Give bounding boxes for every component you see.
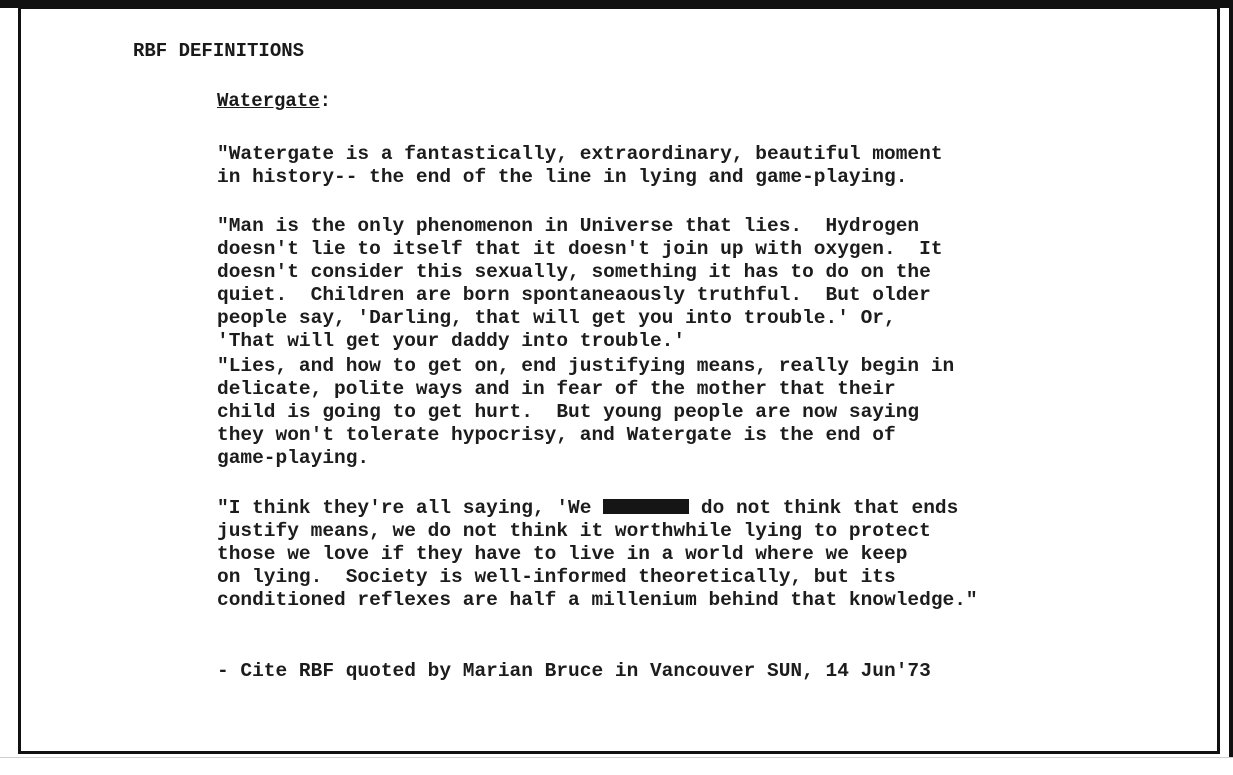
bottom-margin	[0, 757, 1233, 775]
term-heading	[217, 90, 331, 112]
quote-paragraph-1: "Watergate is a fantastically, extraordinary, beautiful moment in history-- the end of the line in lying and game-playing.	[217, 143, 943, 188]
term-title: Watergate	[217, 90, 320, 112]
citation: - Cite RBF quoted by Marian Bruce in Vancouver SUN, 14 Jun'73	[217, 660, 931, 682]
term-suffix: :	[319, 90, 332, 112]
quote-paragraph-4-rest: do not think that ends justify means, we do not think it worthwhile lying to protect those we love if they have to live in a world where we keep on lying. Society is well-informed theoretically, but its conditioned reflexes are half a millenium behind that knowledge."	[217, 497, 978, 611]
redaction-mark	[603, 499, 689, 514]
quote-paragraph-4-start: "I think they're all saying, 'We	[217, 497, 604, 519]
quote-paragraph-4	[217, 497, 978, 612]
right-border	[1229, 0, 1233, 775]
quote-paragraph-3: "Lies, and how to get on, end justifying means, really begin in delicate, polite ways and in fear of the mother that their child is going to get hurt. But young people are now saying they won't tolerate hypocrisy, and Watergate is the end of game-playing.	[217, 355, 955, 469]
document-header: RBF DEFINITIONS	[133, 40, 305, 62]
quote-paragraph-2: "Man is the only phenomenon in Universe that lies. Hydrogen doesn't lie to itself that it doesn't join up with oxygen. It doesn't consider this sexually, something it has to do on the quiet. Children are born spontaneaously truthful. But older people say, 'Darling, that will get you into trouble.' Or, 'That will get your daddy into trouble.'	[217, 215, 943, 352]
